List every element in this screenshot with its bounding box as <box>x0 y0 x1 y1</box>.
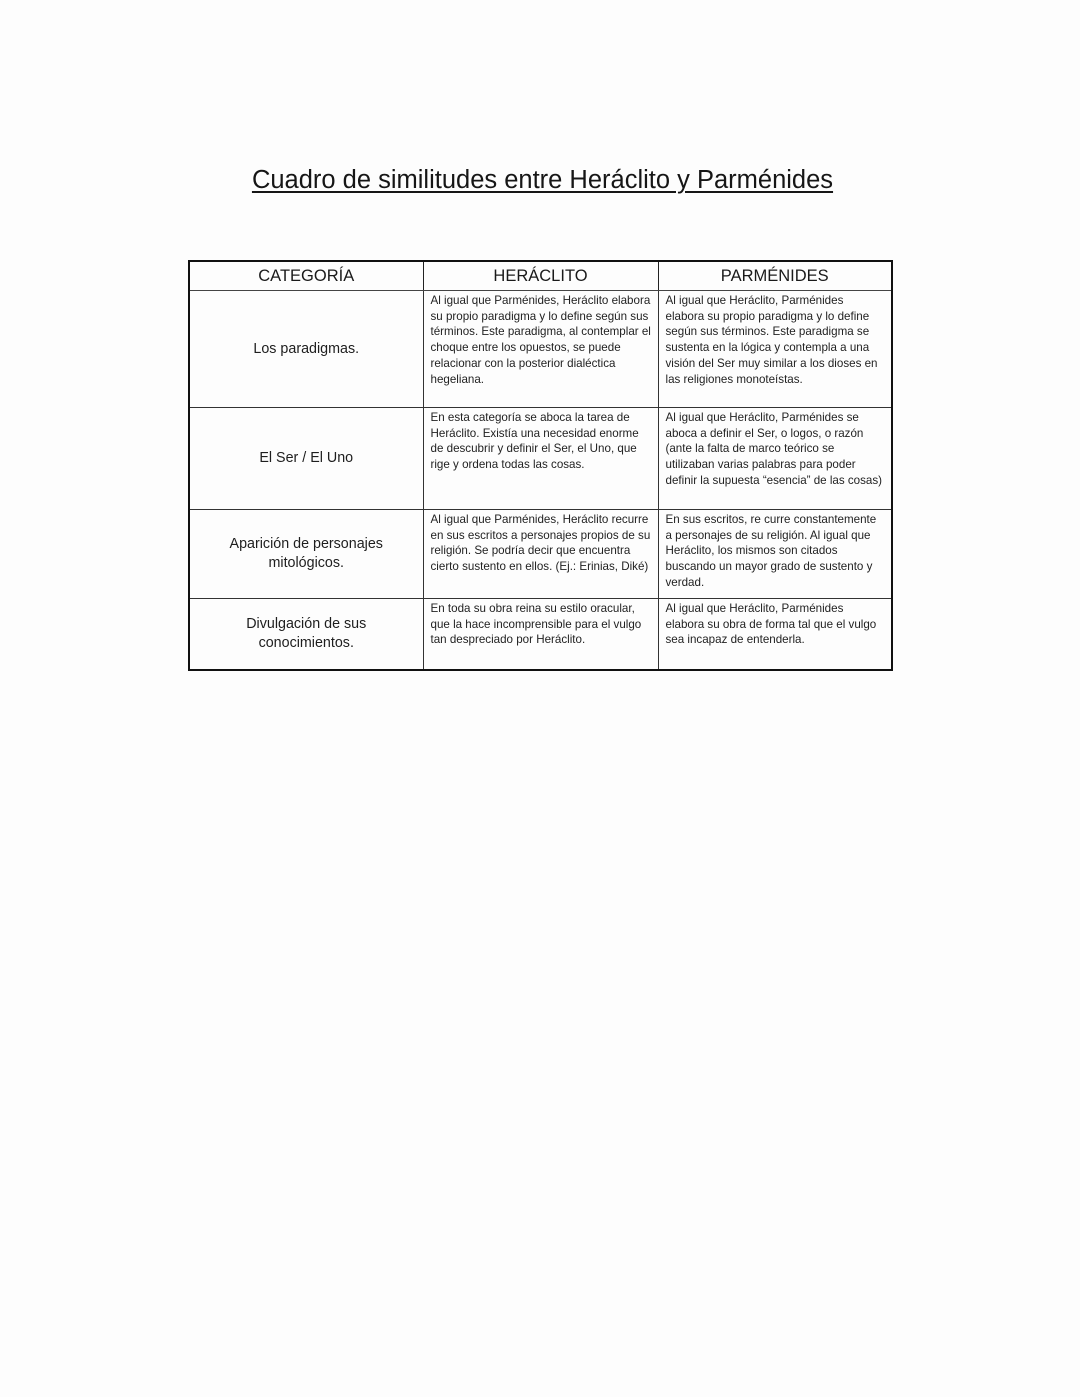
parmenides-cell: Al igual que Heráclito, Parménides se aboca a definir el Ser, o logos, o razón (ante la falta de marco teórico se utilizaban varias palabras para poder definir la supuesta “esencia” de las cosas) <box>658 408 892 510</box>
table-row <box>189 291 892 408</box>
heraclito-cell: Al igual que Parménides, Heráclito recurre en sus escritos a personajes propios de su religión. Se podría decir que encuentra cierto sustento en ellos. (Ej.: Erinias, Diké) <box>423 510 658 599</box>
heraclito-cell: Al igual que Parménides, Heráclito elabora su propio paradigma y lo define según sus términos. Este paradigma, al contemplar el choque entre los opuestos, se puede relacionar con la posterior dialéctica hegeliana. <box>423 291 658 408</box>
parmenides-cell: Al igual que Heráclito, Parménides elabora su obra de forma tal que el vulgo sea incapaz de entenderla. <box>658 599 892 671</box>
table-header-row <box>189 261 892 291</box>
table-row <box>189 408 892 510</box>
header-parmenides: PARMÉNIDES <box>658 261 892 291</box>
heraclito-cell: En esta categoría se aboca la tarea de Heráclito. Existía una necesidad enorme de descubrir y definir el Ser, el Uno, que rige y ordena todas las cosas. <box>423 408 658 510</box>
category-cell: Aparición de personajes mitológicos. <box>189 510 423 599</box>
category-cell: El Ser / El Uno <box>189 408 423 510</box>
table-row <box>189 599 892 671</box>
comparison-table <box>188 260 893 671</box>
category-cell: Los paradigmas. <box>189 291 423 408</box>
page-title-text: Cuadro de similitudes entre Heráclito y Parménides <box>251 166 834 194</box>
header-heraclito: HERÁCLITO <box>423 261 658 291</box>
page-title <box>0 166 1080 195</box>
parmenides-cell: En sus escritos, re curre constantemente a personajes de su religión. Al igual que Heráclito, los mismos son citados buscando un mayor grado de sustento y verdad. <box>658 510 892 599</box>
category-cell: Divulgación de sus conocimientos. <box>189 599 423 671</box>
header-categoria: CATEGORÍA <box>189 261 423 291</box>
table-row <box>189 510 892 599</box>
heraclito-cell: En toda su obra reina su estilo oracular, que la hace incomprensible para el vulgo tan despreciado por Heráclito. <box>423 599 658 671</box>
parmenides-cell: Al igual que Heráclito, Parménides elabora su propio paradigma y lo define según sus términos. Este paradigma se sustenta en la lógica y contempla a una visión del Ser muy similar a los dioses en las religiones monoteístas. <box>658 291 892 408</box>
